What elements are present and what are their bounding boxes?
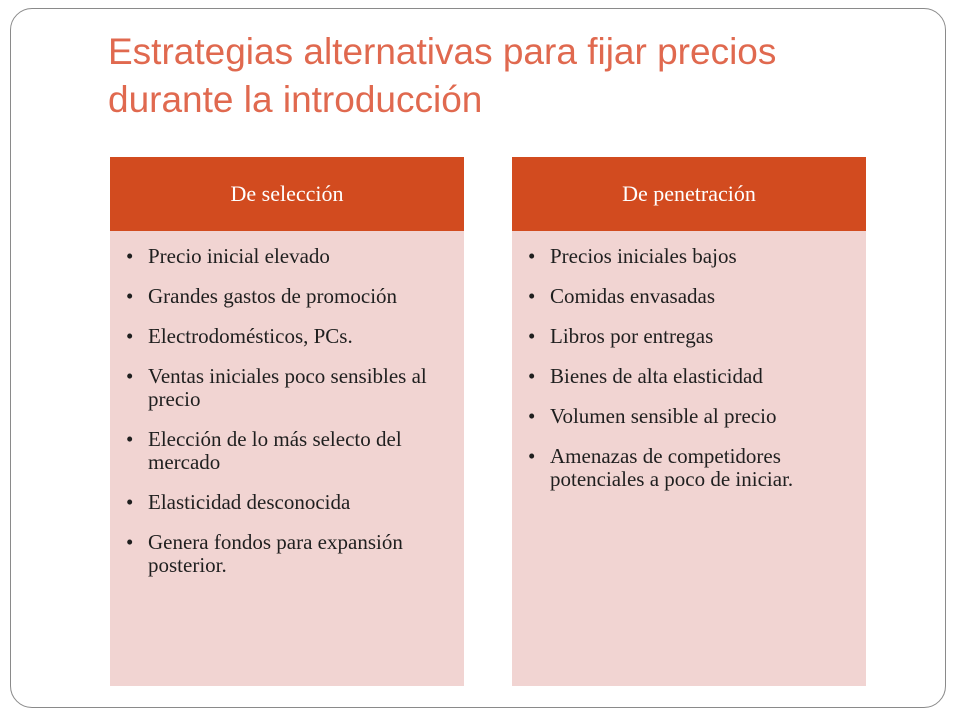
list-item xyxy=(126,491,450,514)
bullet-icon: • xyxy=(126,244,134,268)
bullet-icon: • xyxy=(528,284,536,308)
list-item xyxy=(126,365,450,411)
column-body xyxy=(512,231,866,686)
list-item xyxy=(528,285,852,308)
list-item xyxy=(126,245,450,268)
list-item-text: Amenazas de competidores potenciales a poco de iniciar. xyxy=(550,444,794,491)
bullet-icon: • xyxy=(126,427,134,451)
list-item-text: Elasticidad desconocida xyxy=(148,490,351,514)
list-item-text: Grandes gastos de promoción xyxy=(148,284,398,308)
column-de-penetracion xyxy=(512,157,866,686)
list-item xyxy=(528,405,852,428)
list-item xyxy=(528,445,852,491)
bullet-icon: • xyxy=(528,364,536,388)
list-item-text: Libros por entregas xyxy=(550,324,714,348)
bullet-icon: • xyxy=(528,404,536,428)
list-item xyxy=(126,531,450,577)
bullet-icon: • xyxy=(528,444,536,468)
list-item-text: Volumen sensible al precio xyxy=(550,404,777,428)
column-de-seleccion xyxy=(110,157,464,686)
column-header: De penetración xyxy=(512,157,866,231)
column-header: De selección xyxy=(110,157,464,231)
bullet-list xyxy=(528,245,852,491)
bullet-icon: • xyxy=(126,284,134,308)
bullet-icon: • xyxy=(126,324,134,348)
list-item-text: Electrodomésticos, PCs. xyxy=(148,324,353,348)
slide-title: Estrategias alternativas para fijar precios durante la introducción xyxy=(108,31,777,120)
bullet-list xyxy=(126,245,450,577)
bullet-icon: • xyxy=(528,244,536,268)
list-item xyxy=(528,325,852,348)
list-item-text: Ventas iniciales poco sensibles al precio xyxy=(148,364,427,411)
list-item xyxy=(126,325,450,348)
bullet-icon: • xyxy=(126,364,134,388)
list-item-text: Precio inicial elevado xyxy=(148,244,330,268)
list-item-text: Elección de lo más selecto del mercado xyxy=(148,427,402,474)
list-item-text: Genera fondos para expansión posterior. xyxy=(148,530,403,577)
list-item xyxy=(126,428,450,474)
bullet-icon: • xyxy=(126,490,134,514)
bullet-icon: • xyxy=(126,530,134,554)
list-item xyxy=(528,245,852,268)
list-item-text: Comidas envasadas xyxy=(550,284,716,308)
list-item xyxy=(528,365,852,388)
list-item-text: Precios iniciales bajos xyxy=(550,244,737,268)
column-body xyxy=(110,231,464,686)
bullet-icon: • xyxy=(528,324,536,348)
list-item xyxy=(126,285,450,308)
list-item-text: Bienes de alta elasticidad xyxy=(550,364,763,388)
